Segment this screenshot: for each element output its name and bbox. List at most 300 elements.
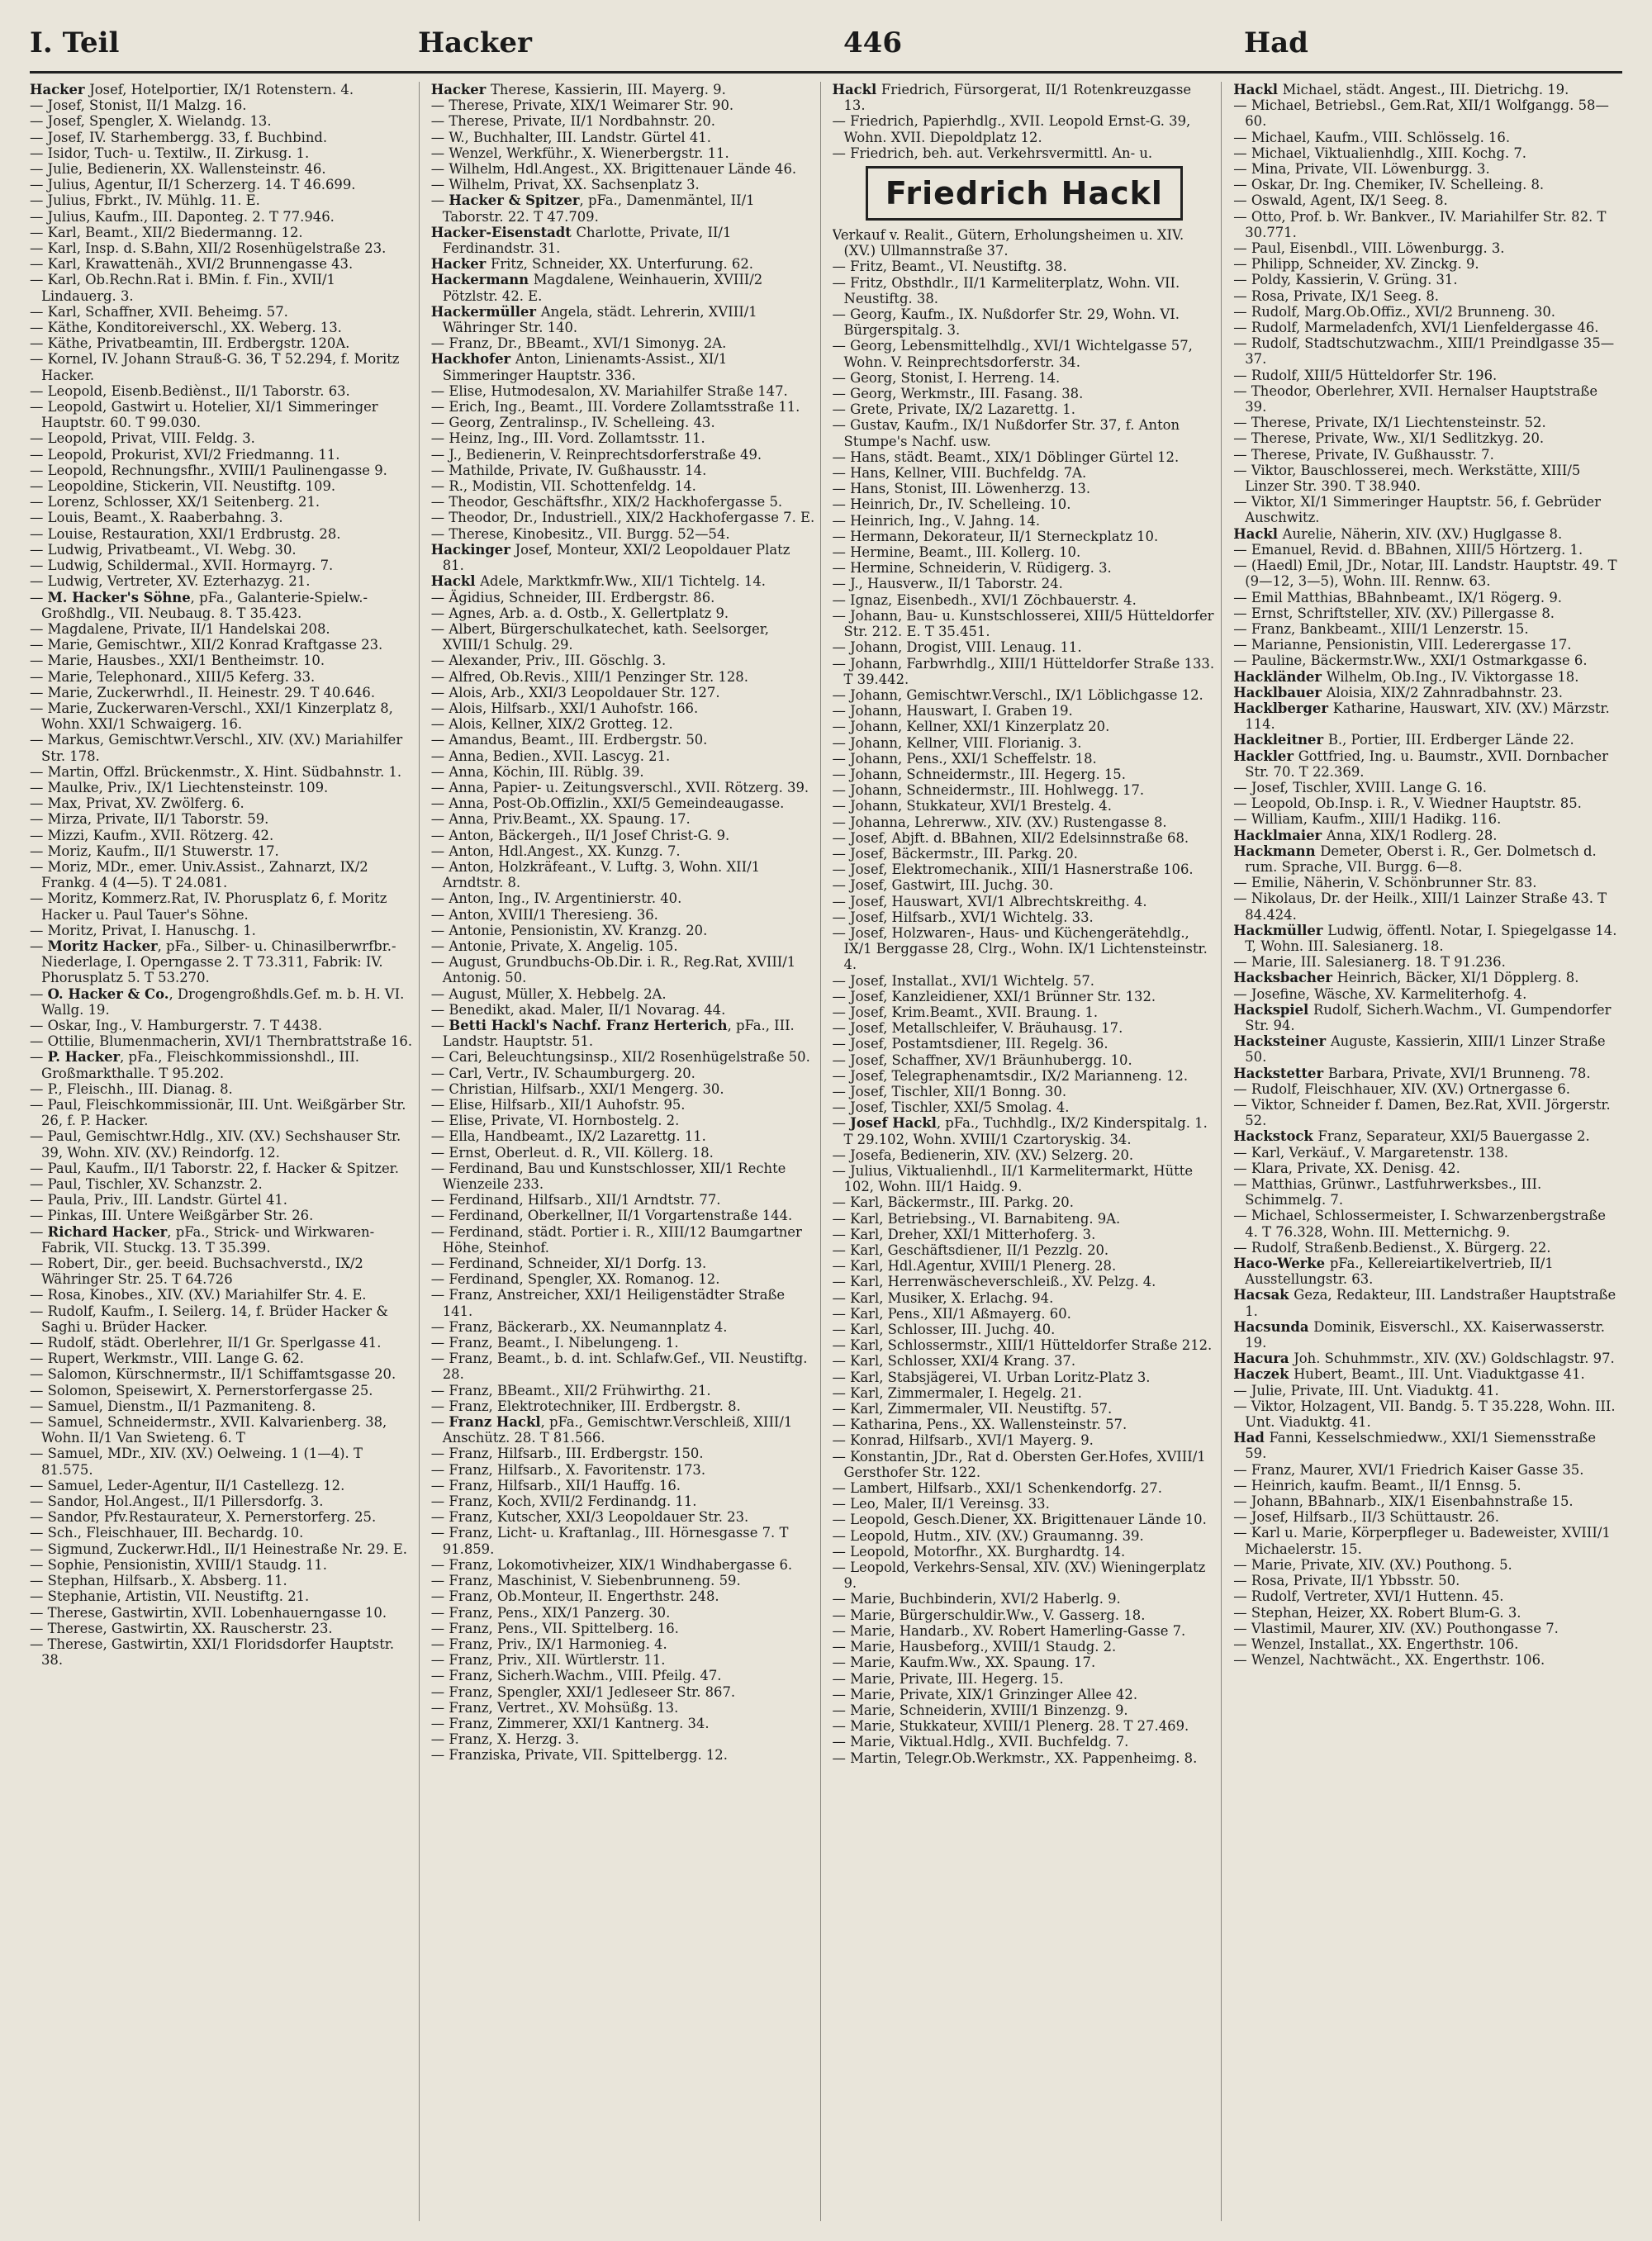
entry-text: Heinrich, Bäcker, XI/1 Döpplerg. 8. [1336, 970, 1579, 986]
directory-entry [30, 192, 414, 208]
directory-entry [431, 1097, 815, 1113]
directory-entry [431, 1208, 815, 1223]
directory-entry [1233, 1256, 1617, 1287]
entry-text: Hans, städt. Beamt., XIX/1 Döblinger Gürtel 12. [850, 449, 1180, 465]
directory-entry [1233, 1145, 1617, 1161]
directory-entry [30, 335, 414, 351]
directory-entry [30, 621, 414, 637]
directory-entry [833, 1052, 1217, 1068]
entry-text: Moritz, Privat, I. Hanuschg. 1. [47, 922, 256, 938]
directory-entry [833, 449, 1217, 465]
surname-heading: Hacklberger [1233, 700, 1333, 716]
directory-entry [30, 1383, 414, 1398]
entry-text: Rosa, Private, II/1 Ybbsstr. 50. [1251, 1573, 1460, 1589]
entry-text: Josef, Krim.Beamt., XVII. Braung. 1. [850, 1004, 1099, 1020]
directory-entry [30, 399, 414, 430]
entry-text: Charlotte, Private, II/1 Ferdinandstr. 31. [442, 224, 732, 257]
directory-entry [30, 1414, 414, 1446]
directory-entry [833, 1337, 1217, 1353]
surname-heading: Hacklmaier [1233, 827, 1327, 843]
directory-entry [30, 1208, 414, 1223]
directory-entry [30, 272, 414, 303]
directory-entry [30, 430, 414, 446]
entry-text: Leopold, Ob.Insp. i. R., V. Wiedner Hauptstr. 85. [1251, 795, 1582, 812]
directory-entry [1233, 177, 1617, 192]
directory-entry [1233, 637, 1617, 653]
entry-text: P., Fleischh., III. Dianag. 8. [47, 1080, 233, 1097]
directory-entry [30, 1509, 414, 1525]
entry-text: Josefa, Bedienerin, XIV. (XV.) Selzerg. 20. [850, 1147, 1134, 1163]
directory-entry [833, 1163, 1217, 1194]
column-1 [30, 82, 420, 2221]
entry-text: Leopold, Gesch.Diener, XX. Brigittenauer Lände 10. [850, 1512, 1207, 1528]
directory-entry [833, 465, 1217, 481]
directory-entry [30, 843, 414, 859]
directory-entry [431, 1018, 815, 1049]
entry-text: Wilhelm, Privat, XX. Sachsenplatz 3. [449, 177, 700, 193]
directory-entry [431, 351, 815, 382]
directory-entry [30, 304, 414, 320]
entry-text: Rudolf, Straßenb.Bedienst., X. Bürgerg. 22. [1251, 1239, 1551, 1256]
directory-entry [1233, 82, 1617, 97]
entry-text: Martin, Telegr.Ob.Werkmstr., XX. Pappenheimg. 8. [850, 1750, 1198, 1766]
entry-text: Louise, Restauration, XXI/1 Erdbrustg. 28. [47, 525, 341, 542]
directory-entry [833, 751, 1217, 767]
surname-heading: Hackl [430, 573, 481, 590]
directory-entry [30, 209, 414, 225]
directory-entry [30, 97, 414, 113]
entry-text: Josef, Hilfsarb., II/3 Schüttaustr. 26. [1251, 1509, 1499, 1526]
left-running-head: Hacker [418, 26, 532, 59]
entry-text: Rudolf, XIII/5 Hütteldorfer Str. 196. [1251, 367, 1498, 383]
entry-text: Aurelie, Näherin, XIV. (XV.) Huglgasse 8. [1282, 525, 1563, 542]
entry-text: Isidor, Tuch- u. Textilw., II. Zirkusg. 1. [47, 145, 310, 161]
entry-text: Marie, Hausbeforg., XVIII/1 Staudg. 2. [850, 1639, 1117, 1655]
entry-text: Moritz Hacker, pFa., Silber- u. Chinasilberwrfbr.-Niederlage, I. Operngasse 2. T 73.311, Fabrik: IV. Phorusplatz 5. T 53.270. [41, 938, 396, 986]
entry-text: Joh. Schuhmmstr., XIV. (XV.) Goldschlagstr. 97. [1294, 1351, 1615, 1367]
directory-entry [431, 1446, 815, 1461]
column-2 [431, 82, 821, 2221]
directory-entry [833, 973, 1217, 989]
entry-text: Marie, III. Salesianerg. 18. T 91.236. [1251, 954, 1506, 971]
directory-entry [1233, 209, 1617, 240]
entry-text: Josefine, Wäsche, XV. Karmeliterhofg. 4. [1251, 985, 1527, 1002]
directory-entry [833, 529, 1217, 544]
entry-text: Anna, Köchin, III. Rüblg. 39. [449, 763, 644, 780]
directory-entry [431, 732, 815, 748]
directory-entry [431, 1731, 815, 1747]
surname-heading: Hackinger [430, 541, 515, 558]
directory-entry [833, 830, 1217, 846]
directory-entry [431, 1351, 815, 1382]
directory-entry [431, 383, 815, 399]
entry-text: Wilhelm, Hdl.Angest., XX. Brigittenauer Lände 46. [449, 161, 797, 178]
directory-entry [30, 463, 414, 478]
entry-text: Philipp, Schneider, XV. Zinckg. 9. [1251, 256, 1479, 273]
entry-text: Viktor, Holzagent, VII. Bandg. 5. T 35.228, Wohn. III. Unt. Viaduktg. 41. [1245, 1398, 1616, 1431]
entry-text: Therese, Private, II/1 Nordbahnstr. 20. [449, 113, 716, 130]
entry-text: Marie, Buchbinderin, XVI/2 Haberlg. 9. [850, 1591, 1121, 1607]
directory-entry [1233, 1557, 1617, 1573]
directory-entry [30, 828, 414, 843]
entry-text: Rudolf, Stadtschutzwachm., XIII/1 Preindlgasse 35—37. [1245, 335, 1615, 368]
directory-entry [833, 1639, 1217, 1655]
entry-text: Moriz, Kaufm., II/1 Stuwerstr. 17. [47, 843, 279, 859]
directory-entry [30, 1192, 414, 1208]
directory-entry [30, 590, 414, 621]
entry-text: Viktor, XI/1 Simmeringer Hauptstr. 56, f. Gebrüder Auschwitz. [1245, 494, 1601, 526]
entry-text: Karl, Verkäuf., V. Margaretenstr. 138. [1251, 1144, 1508, 1161]
entry-text: Wenzel, Nachtwächt., XX. Engerthstr. 106. [1251, 1652, 1545, 1669]
directory-entry [833, 1258, 1217, 1274]
entry-text: Georg, Stonist, I. Herreng. 14. [850, 369, 1061, 386]
entry-text: Marie, Gemischtwr., XII/2 Konrad Kraftgasse 23. [47, 637, 383, 653]
entry-text: Julius, Viktualienhdl., II/1 Karmelitermarkt, Hütte 102, Wohn. III/1 Haidg. 9. [843, 1163, 1194, 1195]
directory-entry [833, 386, 1217, 401]
directory-entry [833, 719, 1217, 734]
entry-text: Ferdinand, Hilfsarb., XII/1 Arndtstr. 77. [449, 1192, 721, 1208]
surname-heading: Hackermüller [430, 303, 541, 320]
entry-text: Elise, Hutmodesalon, XV. Mariahilfer Straße 147. [449, 382, 788, 399]
entry-text: Franz, Vertret., XV. Mohsüßg. 13. [449, 1699, 679, 1716]
directory-entry [833, 1306, 1217, 1322]
entry-text: Hermine, Schneiderin, V. Rüdigerg. 3. [850, 560, 1112, 577]
entry-text: Paula, Priv., III. Landstr. Gürtel 41. [47, 1192, 288, 1208]
directory-entry [431, 430, 815, 446]
directory-entry [431, 1049, 815, 1065]
entry-text: Ferdinand, städt. Portier i. R., XIII/12 Baumgartner Höhe, Steinhof. [442, 1223, 802, 1256]
entry-text: Marie, Bürgerschuldir.Ww., V. Gasserg. 18. [850, 1607, 1146, 1623]
directory-entry [1233, 1398, 1617, 1430]
entry-text: Karl u. Marie, Körperpfleger u. Badeweister, XVIII/1 Michaelerstr. 15. [1245, 1525, 1611, 1557]
directory-entry [431, 1192, 815, 1208]
directory-entry [431, 954, 815, 985]
entry-text: Ernst, Schriftsteller, XIV. (XV.) Pillergasse 8. [1251, 605, 1555, 621]
directory-entry [833, 1115, 1217, 1147]
directory-entry [1233, 1493, 1617, 1509]
entry-text: Gottfried, Ing. u. Baumstr., XVII. Dornbacher Str. 70. T 22.369. [1245, 748, 1608, 780]
directory-entry [833, 1227, 1217, 1242]
directory-entry [833, 560, 1217, 576]
entry-text: Lorenz, Schlosser, XX/1 Seitenberg. 21. [47, 494, 320, 510]
directory-entry [431, 272, 815, 303]
directory-entry [30, 447, 414, 463]
directory-entry [833, 1687, 1217, 1702]
directory-entry [1233, 669, 1617, 685]
entry-text: Johanna, Lehrerww., XIV. (XV.) Rustengasse 8. [850, 814, 1167, 830]
entry-text: Magdalene, Weinhauerin, XVIII/2 Pötzlstr. 42. E. [442, 272, 763, 304]
directory-entry [833, 1274, 1217, 1289]
entry-text: Richard Hacker, pFa., Strick- und Wirkwaren-Fabrik, VII. Stuckg. 13. T 35.399. [41, 1223, 375, 1256]
directory-entry [833, 1512, 1217, 1527]
entry-text: Hermine, Beamt., III. Kollerg. 10. [850, 544, 1081, 561]
entry-text: Franz, Licht- u. Kraftanlag., III. Hörnesgasse 7. T 91.859. [442, 1525, 789, 1557]
directory-entry [30, 1161, 414, 1176]
directory-entry [30, 225, 414, 240]
entry-text: Anton, Holzkräfeant., V. Luftg. 3, Wohn. XII/1 Arndtstr. 8. [442, 858, 761, 891]
directory-entry [30, 510, 414, 525]
directory-entry [30, 986, 414, 1018]
directory-entry [833, 1322, 1217, 1337]
surname-heading: Hackmüller [1233, 922, 1328, 938]
directory-entry [431, 1509, 815, 1525]
directory-entry [431, 130, 815, 145]
directory-entry [431, 542, 815, 573]
entry-text: Matthias, Grünwr., Lastfuhrwerksbes., III. Schimmelg. 7. [1245, 1176, 1542, 1208]
entry-text: Oswald, Agent, IX/1 Seeg. 8. [1251, 192, 1448, 209]
entry-text: Mizzi, Kaufm., XVII. Rötzerg. 42. [47, 827, 274, 843]
entry-text: Therese, Gastwirtin, XX. Rauscherstr. 23. [47, 1620, 333, 1636]
directory-entry [431, 1256, 815, 1271]
entry-text: Hacker & Spitzer, pFa., Damenmäntel, II/1 Taborstr. 22. T 47.709. [442, 192, 755, 225]
directory-entry [1233, 986, 1617, 1002]
entry-text: Heinrich, Dr., IV. Schelleing. 10. [850, 496, 1071, 513]
directory-entry [1233, 1509, 1617, 1525]
directory-entry [431, 256, 815, 272]
entry-text: Josef, Bäckermstr., III. Parkg. 20. [850, 845, 1078, 862]
directory-entry [833, 1560, 1217, 1591]
directory-entry [30, 526, 414, 542]
entry-text: Karl, Beamt., XII/2 Biedermanng. 12. [47, 224, 303, 240]
directory-entry [431, 1335, 815, 1351]
entry-text: Franz, Lokomotivheizer, XIX/1 Windhabergasse 6. [449, 1556, 793, 1573]
directory-entry [1233, 1081, 1617, 1097]
directory-entry [1233, 970, 1617, 985]
entry-text: Magdalene, Private, II/1 Handelskai 208. [47, 620, 330, 637]
entry-text: Rudolf, Kaufm., I. Seilerg. 14, f. Brüder Hacker & Saghi u. Brüder Hacker. [41, 1303, 388, 1335]
entry-text: Elise, Private, VI. Hornbostelg. 2. [449, 1113, 680, 1129]
directory-entry [833, 481, 1217, 496]
entry-text: O. Hacker & Co., Drogengroßhdls.Gef. m. b. H. VI. Wallg. 19. [41, 985, 405, 1018]
directory-entry [1233, 685, 1617, 700]
directory-entry [1233, 1652, 1617, 1668]
directory-entry [431, 1716, 815, 1731]
directory-entry [833, 1401, 1217, 1417]
entry-text: Josef, Tischler, XII/1 Bonng. 30. [850, 1083, 1067, 1099]
entry-text: Rosa, Kinobes., XIV. (XV.) Mariahilfer Str. 4. E. [47, 1287, 367, 1303]
entry-text: Pauline, Bäckermstr.Ww., XXI/1 Ostmarkgasse 6. [1251, 653, 1588, 669]
entry-text: Marie, Schneiderin, XVIII/1 Binzenzg. 9. [850, 1702, 1128, 1718]
entry-text: P. Hacker, pFa., Fleischkommissionshdl., III. Großmarkthalle. T 95.202. [41, 1049, 360, 1081]
directory-entry [833, 1147, 1217, 1163]
directory-entry [1233, 1588, 1617, 1604]
entry-text: Marie, Private, III. Hegerg. 15. [850, 1670, 1064, 1687]
directory-entry [833, 1544, 1217, 1560]
entry-text: Marie, Viktual.Hdlg., XVII. Buchfeldg. 7. [850, 1734, 1129, 1750]
entry-text: Johann, Hauswart, I. Graben 19. [850, 703, 1073, 719]
entry-text: Franz, Kutscher, XXI/3 Leopoldauer Str. 23. [449, 1509, 749, 1526]
entry-text: Ludwig, öffentl. Notar, I. Spiegelgasse 14. T, Wohn. III. Salesianerg. 18. [1245, 922, 1617, 954]
directory-entry [1233, 1605, 1617, 1621]
surname-heading: Hackleitner [1233, 732, 1328, 748]
directory-entry [30, 1588, 414, 1604]
entry-text: Franz, Sicherh.Wachm., VIII. Pfeilg. 47. [449, 1668, 722, 1684]
entry-text: Josef, Abjft. d. BBahnen, XII/2 Edelsinnstraße 68. [850, 829, 1189, 846]
surname-heading: Hacker [430, 256, 491, 273]
entry-text: Leo, Maler, II/1 Vereinsg. 33. [850, 1496, 1050, 1512]
directory-entry [431, 1557, 815, 1573]
directory-entry [30, 923, 414, 938]
directory-entry [1233, 811, 1617, 827]
entry-text: Rudolf, Marg.Ob.Offiz., XVI/2 Brunneng. 30. [1251, 303, 1556, 320]
directory-entry [1233, 748, 1617, 780]
entry-text: Therese, Kassierin, III. Mayerg. 9. [490, 82, 726, 97]
entry-text: pFa., Kellereiartikelvertrieb, II/1 Ausstellungstr. 63. [1245, 1256, 1554, 1288]
entry-text: Franz, Priv., XII. Würtlerstr. 11. [449, 1652, 666, 1669]
entry-text: Vlastimil, Maurer, XIV. (XV.) Pouthongasse 7. [1251, 1620, 1559, 1636]
entry-text: Josef, Postamtsdiener, III. Regelg. 36. [850, 1036, 1108, 1052]
entry-text: Franz, BBeamt., XII/2 Frühwirthg. 21. [449, 1382, 711, 1398]
entry-text: Elise, Hilfsarb., XII/1 Auhofstr. 95. [449, 1097, 686, 1113]
directory-entry [1233, 320, 1617, 335]
surname-heading: Hacksteiner [1233, 1033, 1331, 1050]
entry-text: Karl, Herrenwäscheverschleiß., XV. Pelzg. 4. [850, 1274, 1156, 1290]
entry-text: Josef, Metallschleifer, V. Bräuhausg. 17. [850, 1020, 1123, 1037]
entry-text: Franz, Beamt., b. d. int. Schlafw.Gef., VII. Neustiftg. 28. [442, 1351, 808, 1383]
directory-entry [431, 1287, 815, 1318]
directory-entry [431, 1271, 815, 1287]
directory-entry [833, 894, 1217, 909]
entry-text: Katharine, Hauswart, XIV. (XV.) Märzstr. 114. [1245, 700, 1610, 733]
surname-heading: Had [1233, 1430, 1270, 1446]
directory-entry [30, 573, 414, 589]
directory-entry [833, 1449, 1217, 1480]
entry-text: Ägidius, Schneider, III. Erdbergstr. 86. [449, 589, 715, 605]
entry-text: Paul, Gemischtwr.Hdlg., XIV. (XV.) Sechshauser Str. 39, Wohn. XIV. (XV.) Reindorfg. 12. [41, 1128, 401, 1161]
directory-entry [1233, 1066, 1617, 1081]
entry-text: Heinz, Ing., III. Vord. Zollamtsstr. 11. [449, 430, 705, 447]
directory-entry [431, 1066, 815, 1081]
entry-text: Therese, Gastwirtin, XXI/1 Floridsdorfer Hauptstr. 38. [41, 1636, 395, 1669]
entry-text: Marie, Stukkateur, XVIII/1 Plenerg. 28. T 27.469. [850, 1718, 1189, 1735]
entry-text: Josef Hackl, pFa., Tuchhdlg., IX/2 Kinderspitalg. 1. T 29.102, Wohn. XVIII/1 Czartoryskig. 34. [843, 1115, 1208, 1147]
directory-entry [431, 907, 815, 923]
entry-text: Marie, Zuckerwaren-Verschl., XXI/1 Kinzerplatz 8, Wohn. XXI/1 Schwaigerg. 16. [41, 700, 393, 733]
entry-text: Josef, Hotelportier, IX/1 Rotenstern. 4. [89, 82, 354, 97]
directory-entry [431, 478, 815, 494]
entry-text: Alois, Arb., XXI/3 Leopoldauer Str. 127. [449, 684, 720, 700]
directory-entry [30, 938, 414, 986]
surname-heading: Hackl [1233, 82, 1283, 97]
entry-text: Marie, Telephonard., XIII/5 Keferg. 33. [47, 668, 316, 685]
entry-text: Adele, Marktkmfr.Ww., XII/1 Tichtelg. 14. [480, 573, 766, 590]
directory-entry [1233, 1636, 1617, 1652]
directory-entry [1233, 526, 1617, 542]
directory-entry [1233, 590, 1617, 605]
directory-entry [431, 304, 815, 335]
entry-text: Marie, Handarb., XV. Robert Hamerling-Gasse 7. [850, 1622, 1186, 1639]
entry-text: Pinkas, III. Untere Weißgärber Str. 26. [47, 1208, 314, 1224]
entry-text: Josef, Tischler, XXI/5 Smolag. 4. [850, 1099, 1070, 1116]
entry-text: Betti Hackl's Nachf. Franz Herterich, pFa., III. Landstr. Hauptstr. 51. [442, 1017, 795, 1050]
directory-entry [30, 1493, 414, 1509]
directory-entry [431, 859, 815, 890]
entry-text: Leopold, Verkehrs-Sensal, XIV. (XV.) Wieningerplatz 9. [843, 1560, 1206, 1592]
entry-text: R., Modistin, VII. Schottenfeldg. 14. [449, 478, 696, 495]
entry-text: Ferdinand, Bau und Kunstschlosser, XII/1 Rechte Wienzeile 233. [442, 1160, 786, 1193]
surname-heading: Hackstock [1233, 1128, 1318, 1145]
entry-text: Franz, Pens., VII. Spittelberg. 16. [449, 1620, 679, 1636]
directory-entry [833, 1528, 1217, 1544]
directory-entry [1233, 843, 1617, 875]
directory-entry [833, 782, 1217, 798]
directory-entry [833, 989, 1217, 1004]
entry-text: Marie, Zuckerwrhdl., II. Heinestr. 29. T 40.646. [47, 684, 376, 700]
entry-text: Alois, Kellner, XIX/2 Grotteg. 12. [449, 716, 673, 733]
entry-text: Franz, Hilfsarb., XII/1 Hauffg. 16. [449, 1477, 681, 1493]
right-running-head: Had [1244, 26, 1308, 59]
entry-text: Johann, Stukkateur, XVI/1 Brestelg. 4. [850, 798, 1112, 814]
entry-text: Rupert, Werkmstr., VIII. Lange G. 62. [47, 1351, 305, 1367]
entry-text: Emilie, Näherin, V. Schönbrunner Str. 83. [1251, 875, 1537, 891]
directory-entry [30, 669, 414, 685]
directory-entry [431, 1398, 815, 1414]
entry-text: Karl, Musiker, X. Erlachg. 94. [850, 1289, 1054, 1306]
entry-text: Franz, Dr., BBeamt., XVI/1 Simonyg. 2A. [449, 335, 727, 352]
directory-entry [431, 1161, 815, 1192]
directory-entry [1233, 1287, 1617, 1318]
directory-entry [833, 909, 1217, 925]
entry-text: Samuel, Schneidermstr., XVII. Kalvarienberg. 38, Wohn. II/1 Van Swieteng. 6. T [41, 1414, 387, 1446]
entry-text: Agnes, Arb. a. d. Ostb., X. Gellertplatz 9. [449, 605, 729, 621]
directory-entry [1233, 1128, 1617, 1144]
entry-text: Josef, IV. Starhembergg. 33, f. Buchbind. [47, 129, 328, 145]
entry-text: Therese, Private, Ww., XI/1 Sedlitzkyg. 20. [1251, 430, 1545, 447]
entry-text: Rudolf, Sicherh.Wachm., VI. Gumpendorfer Str. 94. [1245, 1001, 1612, 1033]
entry-text: Franz, Beamt., I. Nibelungeng. 1. [449, 1335, 679, 1351]
directory-entry [30, 1256, 414, 1287]
entry-text: Therese, Kinobesitz., VII. Burgg. 52—54. [449, 525, 730, 542]
entry-text: Johann, Schneidermstr., III. Hegerg. 15. [850, 766, 1126, 782]
entry-text: Wilhelm, Ob.Ing., IV. Viktorgasse 18. [1326, 668, 1579, 685]
directory-entry [30, 177, 414, 192]
directory-entry [431, 1700, 815, 1716]
directory-entry [431, 97, 815, 113]
entry-text: Karl, Pens., XII/1 Aßmayerg. 60. [850, 1305, 1071, 1322]
directory-entry [431, 145, 815, 161]
directory-entry [30, 82, 414, 97]
entry-text: Konstantin, JDr., Rat d. Obersten Ger.Hofes, XVIII/1 Gersthofer Str. 122. [843, 1448, 1206, 1480]
entry-text: Josef, Kanzleidiener, XXI/1 Brünner Str. 132. [850, 988, 1156, 1004]
entry-text: Albert, Bürgerschulkatechet, kath. Seelsorger, XVIII/1 Schulg. 29. [442, 620, 770, 653]
directory-entry [833, 1750, 1217, 1766]
entry-text: Viktor, Schneider f. Damen, Bez.Rat, XVII. Jörgerstr. 52. [1245, 1097, 1611, 1129]
entry-text: Johann, Bau- u. Kunstschlosserei, XIII/5 Hütteldorfer Str. 212. E. T 35.451. [843, 607, 1214, 640]
directory-entry [30, 1557, 414, 1573]
entry-text: Moritz, Kommerz.Rat, IV. Phorusplatz 6, f. Moritz Hacker u. Paul Tauer's Söhne. [41, 890, 387, 923]
entry-text: Therese, Gastwirtin, XVII. Lobenhauerngasse 10. [47, 1604, 387, 1621]
entry-text: Ferdinand, Oberkellner, II/1 Vorgartenstraße 144. [449, 1208, 793, 1224]
directory-entry [1233, 1208, 1617, 1239]
directory-entry [30, 542, 414, 558]
directory-entry [30, 351, 414, 382]
directory-entry [833, 1353, 1217, 1369]
surname-heading: Hackländer [1233, 668, 1327, 685]
entry-text: Theodor, Dr., Industriell., XIX/2 Hackhofergasse 7. E. [449, 510, 815, 526]
directory-entry [833, 1099, 1217, 1115]
entry-text: Mirza, Private, II/1 Taborstr. 59. [47, 811, 269, 828]
directory-entry [833, 767, 1217, 782]
entry-text: Moriz, MDr., emer. Univ.Assist., Zahnarzt, IX/2 Frankg. 4 (4—5). T 24.081. [41, 858, 368, 891]
directory-entry [833, 513, 1217, 529]
entry-text: Franz, Anstreicher, XXI/1 Heiligenstädter Straße 141. [442, 1287, 786, 1319]
directory-entry [30, 795, 414, 811]
directory-entry [833, 1655, 1217, 1670]
directory-entry [30, 494, 414, 510]
directory-entry [833, 1718, 1217, 1734]
entry-text: Franziska, Private, VII. Spittelbergg. 12. [449, 1747, 728, 1764]
page-header [30, 23, 1622, 74]
